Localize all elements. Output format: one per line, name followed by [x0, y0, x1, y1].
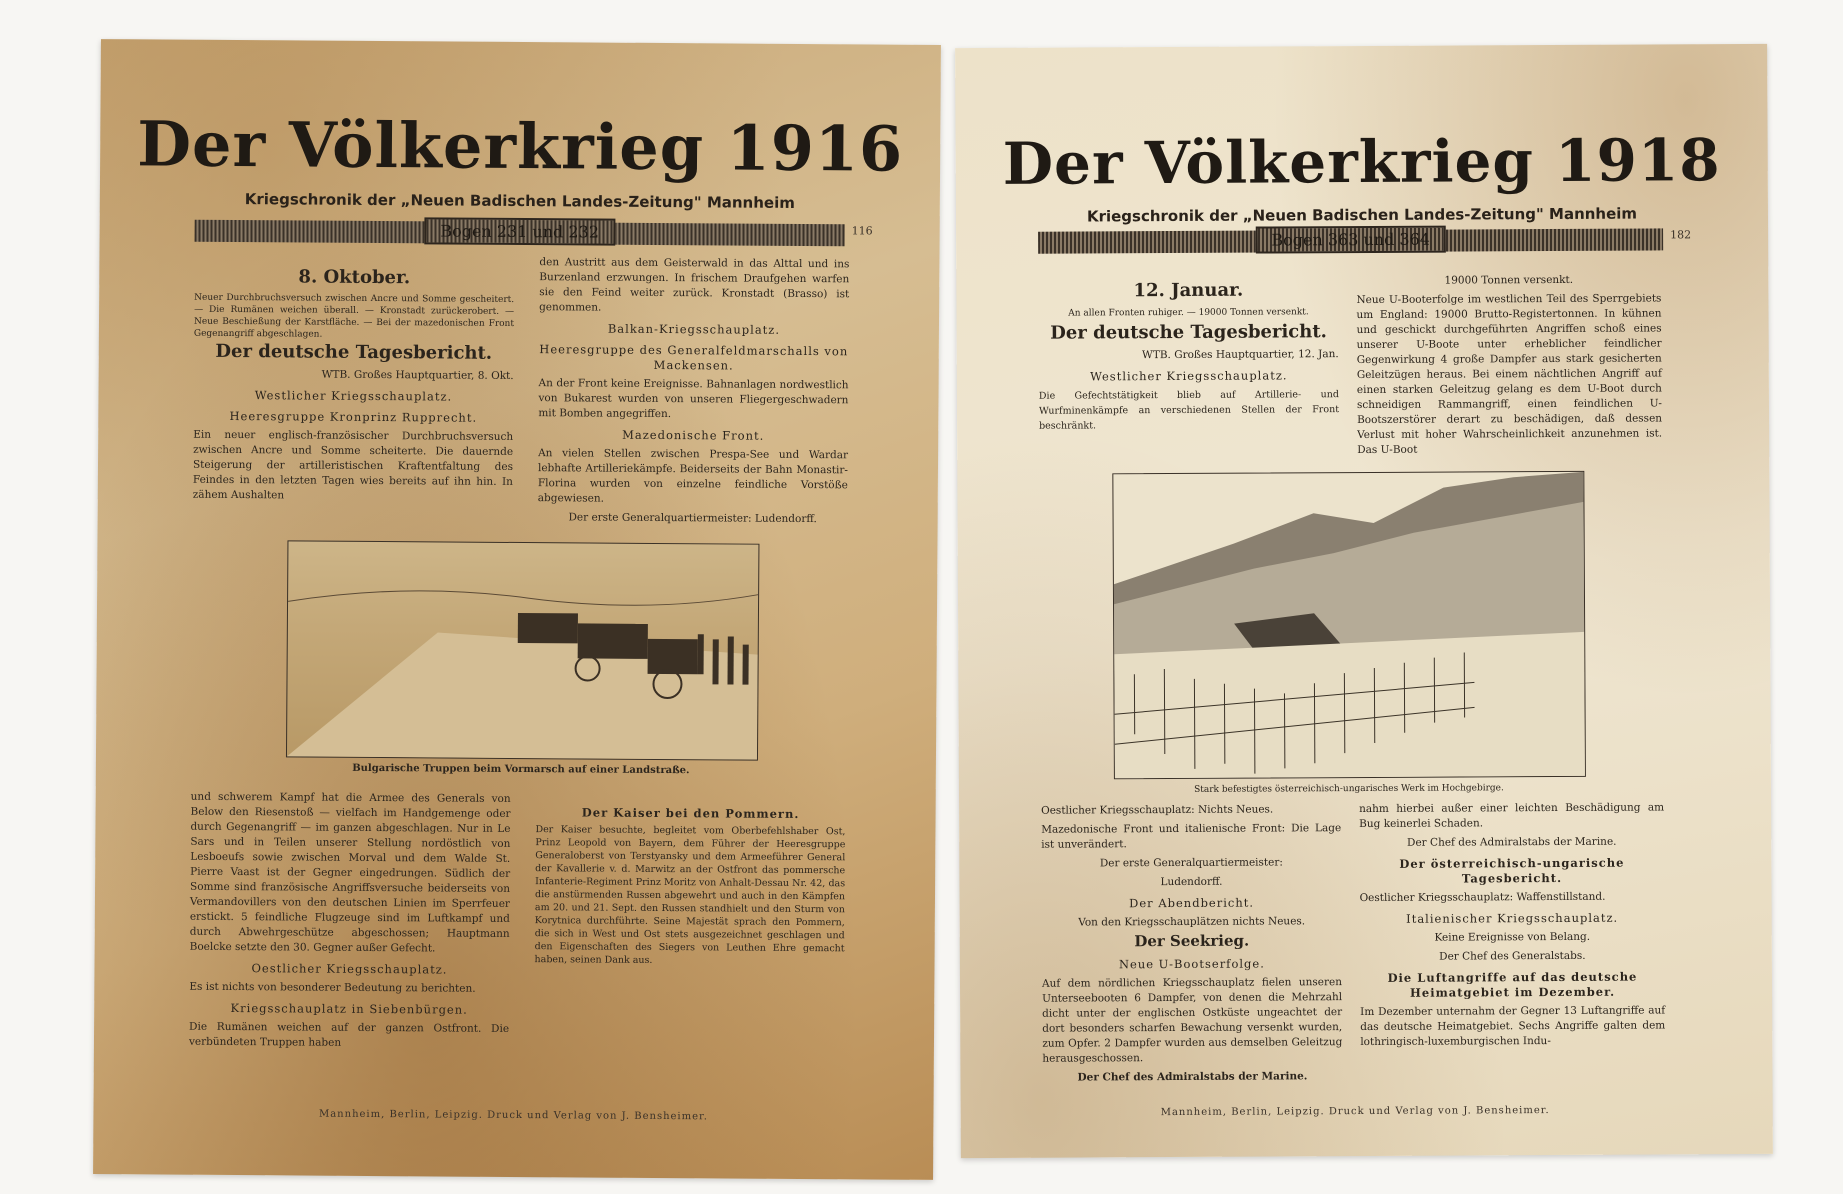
column-2-lower — [534, 800, 845, 972]
bogen-label-1918: Bogen 363 und 364 — [1255, 226, 1446, 254]
column-1-upper — [193, 265, 515, 509]
west-text-1918: Die Gefechtstätigkeit blieb auf Artillerie- und Wurfminenkämpfe an verschiedenen Stellen der Front beschränkt. — [1038, 389, 1340, 432]
imprint-1916: Mannheim, Berlin, Leipzig. Druck und Verlag von J. Bensheimer. — [318, 1108, 708, 1123]
col2-top: den Austritt aus dem Geisterwald in das Alttal und ins Burzenland erzwungen. In frischem Draufgehen warfen sie den Feind weiter zurück. Kronstadt (Brasso) ist genommen. — [539, 256, 850, 314]
general-staff: Der Chef des Generalstabs. — [1439, 949, 1586, 963]
header-rule-1916 — [195, 220, 873, 247]
west-text: Ein neuer englisch-französischer Durchbruchsversuch zwischen Ancre und Somme scheiterte. Die dauernde Steigerung der artilleristischen Kraftentfaltung des Feindes in den letzten Tagen wies bereits auf ihn hin. In zähem Aushalten — [192, 428, 514, 502]
newspaper-sheet-1916 — [93, 39, 941, 1180]
maced-line-1918: Mazedonische Front und italienische Front: Die Lage ist unverändert. — [1041, 822, 1342, 851]
col2-lower-top: nahm hierbei außer einer leichten Beschädigung am Bug keinerlei Schaden. — [1359, 801, 1665, 831]
east-line-1918: Oestlicher Kriegsschauplatz: Nichts Neues. — [1041, 803, 1274, 817]
column-2-lower-1918 — [1359, 800, 1665, 1054]
west-heading: Westlicher Kriegsschauplatz. — [254, 388, 453, 404]
wtb-line: WTB. Großes Hauptquartier, 8. Okt. — [321, 368, 514, 382]
troops-illustration — [287, 541, 758, 759]
column-2-upper — [538, 255, 850, 531]
newspaper-sheet-1918 — [955, 44, 1773, 1158]
air-text: Im Dezember unternahm der Gegner 13 Luftangriffe auf das deutsche Heimatgebiet. Sechs Angriffe galten dem lothringisch-luxemburgischen Indu- — [1360, 1004, 1666, 1049]
east-heading: Oestlicher Kriegsschauplatz. — [251, 961, 448, 977]
seekrieg-text: Auf dem nördlichen Kriegsschauplatz fielen unseren Unterseebooten 6 Dampfer, von denen die Mehrzahl dicht unter der englischen Ostküste ungeachtet der dort besonders scharfen Bewachung versenkt wurden, zum Opfer. 2 Dampfer wurden aus demselben Geleitzug herausgeschossen. — [1041, 976, 1343, 1065]
seekrieg-heading: Der Seekrieg. — [1134, 931, 1250, 951]
subtitle-1918: Kriegschronik der „Neuen Badischen Landes-Zeitung" Mannheim — [1086, 204, 1638, 226]
maced-text: An vielen Stellen zwischen Prespa-See und Wardar lebhafte Artilleriekämpfe. Beiderseits der Bahn Monastir-Florina wurden von einzelne feindliche Vorstöße abgewiesen. — [537, 447, 849, 505]
air-heading: Die Luftangriffe auf das deutsche Heimatgebiet im Dezember. — [1387, 969, 1638, 1000]
army-group: Heeresgruppe Kronprinz Rupprecht. — [229, 408, 478, 425]
column-1-lower-1918 — [1041, 802, 1342, 1090]
masthead-1918: Der Völkerkrieg 1918 — [1002, 126, 1721, 198]
admiral-line-2: Der Chef des Admiralstabs der Marine. — [1407, 835, 1617, 849]
fortress-illustration — [1113, 472, 1585, 778]
column-2-upper-1918 — [1356, 272, 1662, 462]
signature-title-1918: Der erste Generalquartiermeister: — [1099, 856, 1283, 870]
page-number-1918: 182 — [1670, 228, 1692, 242]
illustration-troops — [286, 540, 760, 760]
italy-text: Keine Ereignisse von Belang. — [1434, 930, 1591, 944]
report-heading: Der deutsche Tagesbericht. — [215, 340, 493, 364]
page-number-1916: 116 — [851, 224, 873, 238]
east-text: Es ist nichts von besonderer Bedeutung zu berichten. — [189, 980, 476, 995]
summary: Neuer Durchbruchsversuch zwischen Ancre und Somme gescheitert. — Die Rumänen weichen überall. — Kronstadt zurückerobert. — Neue Beschießung der Karstfläche. — Bei der mazedonischen Front Gegenangriff abgeschlagen. — [193, 292, 515, 340]
admiral-line: Der Chef des Admiralstabs der Marine. — [1077, 1070, 1308, 1084]
evening-text: Von den Kriegsschauplätzen nichts Neues. — [1078, 915, 1306, 929]
maced-heading: Mazedonische Front. — [622, 427, 765, 443]
masthead-1916: Der Völkerkrieg 1916 — [137, 107, 904, 186]
kaiser-text: Der Kaiser besuchte, begleitet vom Oberbefehlshaber Ost, Prinz Leopold von Bayern, dem Führer der Heeresgruppe Generaloberst von Terstyansky und dem Armeeführer General der Kavallerie v. d. Marwitz an der Ostfront das pommersche Infanterie-Regiment Prinz Moritz von Anhalt-Dessau Nr. 42, das die anstürmenden Russen abgewehrt und auch in den Kämpfen am 20. und 21. Sept. den Russen standhielt und den Sturm von Korytnica durchführte. Seine Majestät sprach den Pommern, die sich in West und Ost stets ausgezeichnet geschlagen und den Eigenschaften des Siegers von Leuthen Ehre gemacht haben, seinen Dank aus. — [534, 824, 846, 966]
evening-heading: Der Abendbericht. — [1129, 895, 1255, 911]
sieb-heading: Kriegsschauplatz in Siebenbürgen. — [230, 1001, 468, 1017]
wtb-line-1918: WTB. Großes Hauptquartier, 12. Jan. — [1141, 348, 1339, 362]
column-1-lower — [189, 790, 511, 1056]
sieb-text: Die Rumänen weichen auf der ganzen Ostfront. Die verbündeten Truppen haben — [188, 1020, 510, 1049]
uboot-text: Neue U-Booterfolge im westlichen Teil des Sperrgebiets um England: 19000 Brutto-Registertonnen. In kühnen und geschickt durchgeführten Angriffen schoß eines unserer U-Boote unter erheblicher feindlicher Gegenwirkung 4 große Dampfer aus stark gesicherten Geleitzügen heraus. Bei einem nächtlichen Angriff auf einen starken Geleitzug gelang es dem U-Boot durch schneidigen Rammangriff, einen feindlichen U-Bootszerstörer derart zu beschädigen, daß dessen Verlust mit hoher Wahrscheinlichkeit anzunehmen ist. Das U-Boot — [1356, 292, 1663, 457]
mackensen-heading: Heeresgruppe des Generalfeldmarschalls von Mackensen. — [539, 342, 849, 373]
subtitle-1916: Kriegschronik der „Neuen Badischen Landes-Zeitung" Mannheim — [244, 190, 795, 212]
lower-col1-text: und schwerem Kampf hat die Armee des Generals von Below den Riesenstoß — vielfach im Handgemenge oder durch Gegenangriff — im ganzen abgeschlagen. Nur in Le Sars und in Teilen unserer Stellung nordöstlich von Lesboeufs sowie zwischen Morval und dem Walde St. Pierre Vaast ist der Gegner eingedrungen. Südlich der Somme sind französische Angriffsversuche beiderseits von Vermandovillers von den deutschen Linien im Sperrfeuer erstickt. 5 feindliche Flugzeuge sind im Luftkampf und durch Abwehrgeschütze abgeschossen; Hauptmann Boelcke setzte den 30. Gegner außer Gefecht. — [189, 790, 511, 955]
header-rule-1918 — [1038, 228, 1692, 253]
seekrieg-sub: Neue U-Bootserfolge. — [1118, 956, 1265, 972]
kaiser-heading: Der Kaiser bei den Pommern. — [581, 805, 800, 821]
balkan-text: An der Front keine Ereignisse. Bahnanlagen nordwestlich von Bukarest wurden von unseren Fliegergeschwadern mit Bomben angegriffen. — [538, 377, 849, 421]
date-heading-1918: 12. Januar. — [1133, 279, 1244, 302]
italy-heading: Italienischer Kriegsschauplatz. — [1406, 910, 1619, 926]
bogen-label-1916: Bogen 231 und 232 — [424, 217, 615, 245]
west-heading-1918: Westlicher Kriegsschauplatz. — [1090, 368, 1288, 384]
signature: Der erste Generalquartiermeister: Ludendorff. — [568, 511, 817, 526]
date-heading: 8. Oktober. — [298, 266, 411, 289]
imprint-1918: Mannheim, Berlin, Leipzig. Druck und Verlag von J. Bensheimer. — [1160, 1105, 1550, 1119]
figure-caption-1916: Bulgarische Truppen beim Vormarsch auf einer Landstraße. — [352, 762, 690, 777]
report-heading-1918: Der deutsche Tagesbericht. — [1050, 321, 1327, 344]
col2-top-1918: 19000 Tonnen versenkt. — [1444, 273, 1574, 287]
figure-caption-1918: Stark befestigtes österreichisch-ungarisches Werk im Hochgebirge. — [1194, 783, 1504, 795]
balkan-heading: Balkan-Kriegsschauplatz. — [607, 321, 781, 337]
summary-1918: An allen Fronten ruhiger. — 19000 Tonnen versenkt. — [1068, 307, 1309, 319]
austro-east: Oestlicher Kriegsschauplatz: Waffenstillstand. — [1359, 890, 1606, 905]
column-1-upper-1918 — [1038, 278, 1339, 438]
illustration-fortress — [1112, 471, 1586, 779]
signature-name-1918: Ludendorff. — [1160, 875, 1223, 889]
austro-heading: Der österreichisch-ungarische Tagesbericht. — [1399, 855, 1625, 886]
